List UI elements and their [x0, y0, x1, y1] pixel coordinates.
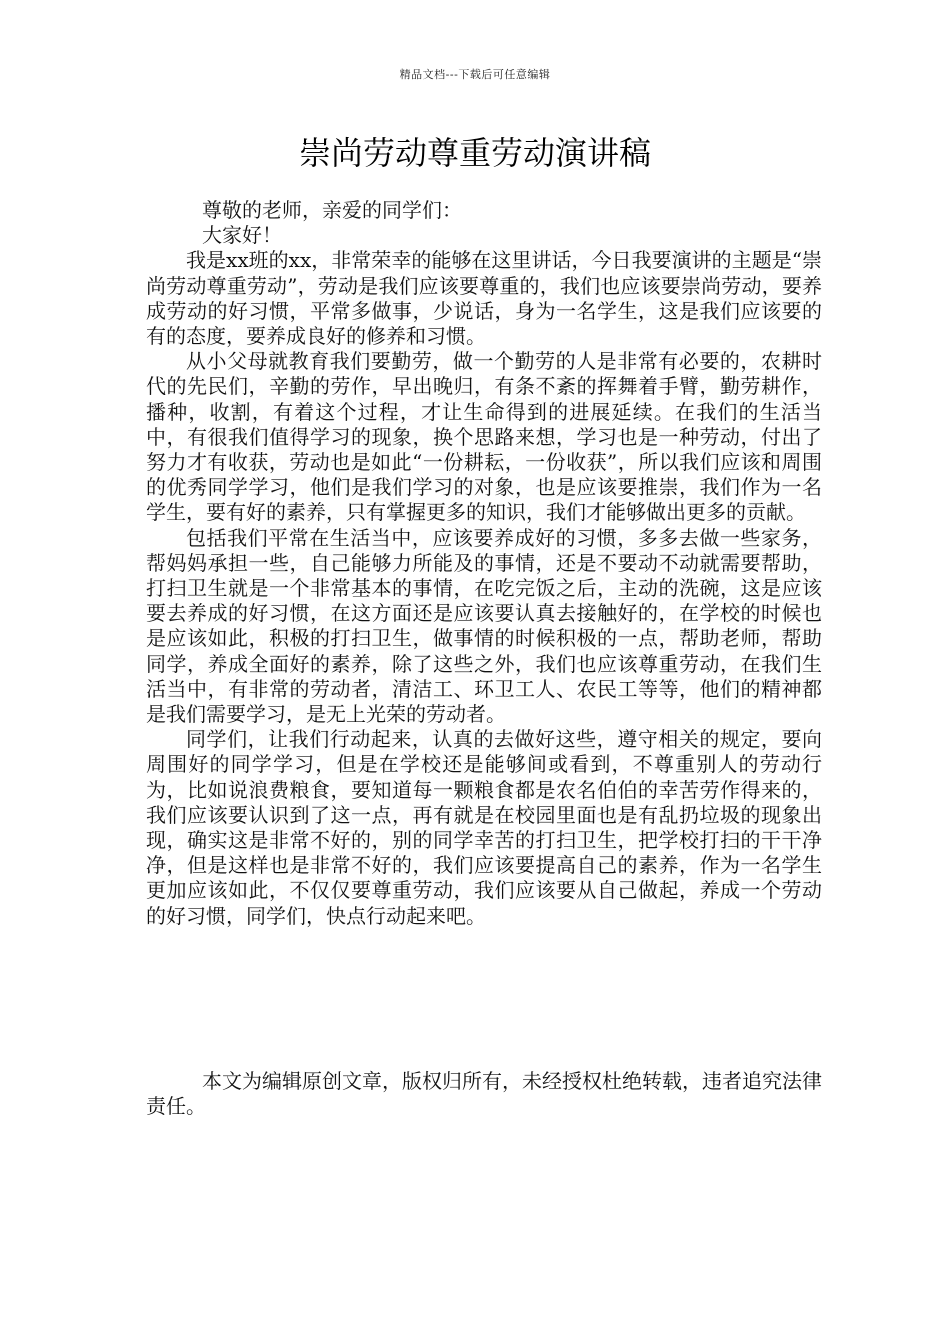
paragraph: 从小父母就教育我们要勤劳，做一个勤劳的人是非常有必要的，农耕时代的先民们，辛勤的劳作，早出晚归，有条不紊的挥舞着手臂，勤劳耕作，播种，收割，有着这个过程，才让生命得到的进展延续。在我们的生活当中，有很我们值得学习的现象，换个思路来想，学习也是一种劳动，付出了努力才有收获，劳动也是如此“一份耕耘，一份收获”，所以我们应该和周围的优秀同学学习，他们是我们学习的对象，也是应该要推崇，我们作为一名学生，要有好的素养，只有掌握更多的知识，我们才能够做出更多的贡献。 — [146, 349, 822, 525]
header-note: 精品文档---下载后可任意编辑 — [399, 68, 551, 81]
speech-body — [146, 198, 822, 929]
paragraph: 我是xx班的xx，非常荣幸的能够在这里讲话，今日我要演讲的主题是“崇尚劳动尊重劳动”，劳动是我们应该要尊重的，我们也应该要崇尚劳动，要养成劳动的好习惯，平常多做事，少说话，身为一名学生，这是我们应该要的有的态度，要养成良好的修养和习惯。 — [146, 248, 822, 349]
document-title: 崇尚劳动尊重劳动演讲稿 — [298, 134, 651, 172]
paragraph: 包括我们平常在生活当中，应该要养成好的习惯，多多去做一些家务，帮妈妈承担一些，自己能够力所能及的事情，还是不要动不动就需要帮助，打扫卫生就是一个非常基本的事情，在吃完饭之后，主动的洗碗，这是应该要去养成的好习惯，在这方面还是应该要认真去接触好的，在学校的时候也是应该如此，积极的打扫卫生，做事情的时候积极的一点，帮助老师，帮助同学，养成全面好的素养，除了这些之外，我们也应该尊重劳动，在我们生活当中，有非常的劳动者，清洁工、环卫工人、农民工等等，他们的精神都是我们需要学习，是无上光荣的劳动者。 — [146, 525, 822, 727]
paragraph: 同学们，让我们行动起来，认真的去做好这些，遵守相关的规定，要向周围好的同学学习，但是在学校还是能够间或看到，不尊重别人的劳动行为，比如说浪费粮食，要知道每一颗粮食都是农名伯伯的幸苦劳作得来的，我们应该要认识到了这一点，再有就是在校园里面也是有乱扔垃圾的现象出现，确实这是非常不好的，别的同学幸苦的打扫卫生，把学校打扫的干干净净，但是这样也是非常不好的，我们应该要提高自己的素养，作为一名学生更加应该如此，不仅仅要尊重劳动，我们应该要从自己做起，养成一个劳动的好习惯，同学们，快点行动起来吧。 — [146, 727, 822, 928]
copyright-notice — [146, 1069, 822, 1119]
greeting: 大家好！ — [202, 223, 282, 248]
copyright-text: 本文为编辑原创文章，版权归所有，未经授权杜绝转载，违者追究法律责任。 — [146, 1069, 822, 1119]
salutation: 尊敬的老师，亲爱的同学们： — [202, 198, 462, 222]
